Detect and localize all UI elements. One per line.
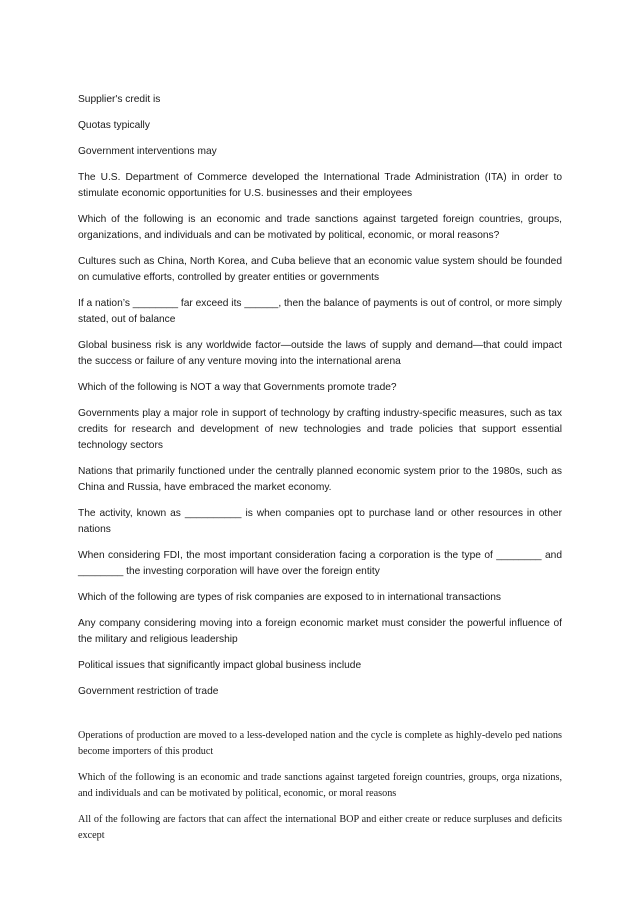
question-list-serif <box>78 728 562 844</box>
question-list-sans <box>78 92 562 700</box>
question-text: Governments play a major role in support of technology by crafting industry-specific measures, such as tax credits for research and development of new technologies and trade policies that support essential technology sectors <box>78 408 562 451</box>
question-text: Which of the following is an economic and trade sanctions against targeted foreign countries, groups, orga nizations, and individuals and can be motivated by political, economic, or moral reasons <box>78 772 562 799</box>
question-text: Government interventions may <box>78 146 217 157</box>
question-text: The U.S. Department of Commerce developed the International Trade Administration (ITA) in order to stimulate economic opportunities for U.S. businesses and their employees <box>78 172 562 199</box>
question-text: Global business risk is any worldwide factor—outside the laws of supply and demand—that could impact the success or failure of any venture moving into the international arena <box>78 340 562 367</box>
question-text: Nations that primarily functioned under the centrally planned economic system prior to the 1980s, such as China and Russia, have embraced the market economy. <box>78 466 562 493</box>
question-text: If a nation’s ________ far exceed its ______, then the balance of payments is out of control, or more simply stated, out of balance <box>78 298 563 325</box>
question-text: The activity, known as __________ is when companies opt to purchase land or other resources in other nations <box>78 508 562 535</box>
question-text: All of the following are factors that can affect the international BOP and either create or reduce surpluses and deficits except <box>78 814 562 841</box>
question-text: Supplier's credit is <box>78 94 161 105</box>
question-text: Government restriction of trade <box>78 686 219 697</box>
question-text: Which of the following are types of risk companies are exposed to in international transactions <box>78 592 502 603</box>
document-page <box>78 92 562 854</box>
question-text: Operations of production are moved to a less-developed nation and the cycle is complete as highly-develo ped nations become importers of this product <box>78 730 562 757</box>
question-text: Cultures such as China, North Korea, and Cuba believe that an economic value system should be founded on cumulative efforts, controlled by greater entities or governments <box>78 256 562 283</box>
question-text: Any company considering moving into a foreign economic market must consider the powerful influence of the military and religious leadership <box>78 618 562 645</box>
question-text: Which of the following is NOT a way that Governments promote trade? <box>78 382 397 393</box>
question-text: When considering FDI, the most important consideration facing a corporation is the type of ________ and ________ the investing corporation will have over the foreign entity <box>78 550 562 577</box>
question-text: Political issues that significantly impact global business include <box>78 660 362 671</box>
question-text: Which of the following is an economic and trade sanctions against targeted foreign countries, groups, organizations, and individuals and can be motivated by political, economic, or moral reasons? <box>78 214 562 241</box>
question-text: Quotas typically <box>78 120 150 131</box>
